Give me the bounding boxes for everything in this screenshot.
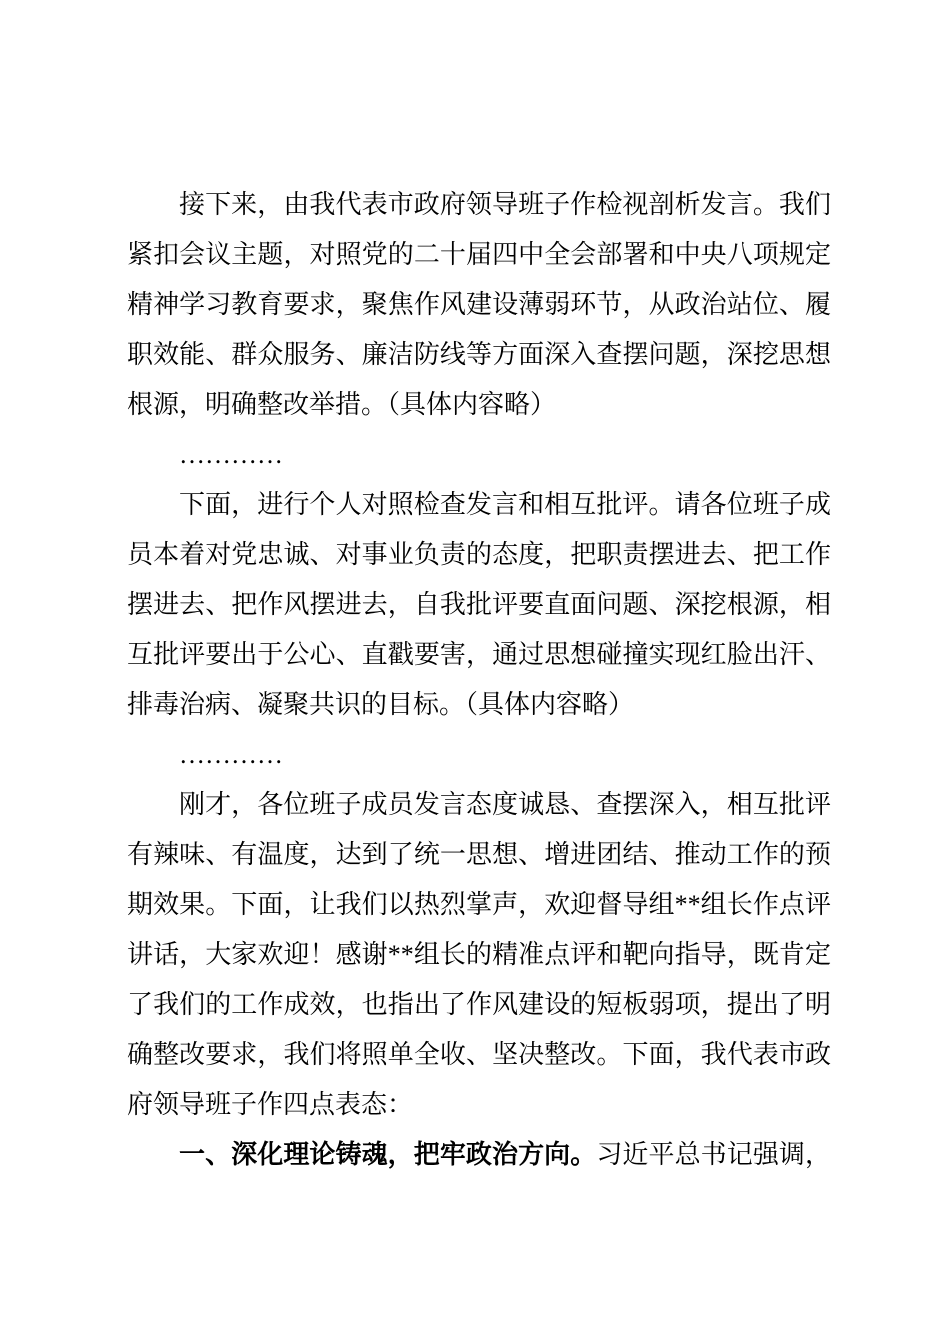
paragraph-pledge-one xyxy=(127,1130,831,1180)
text-run: 有辣味、有温度，达到了统一思想、增进团结、推动工作的预 xyxy=(127,840,831,869)
text-run: ………… xyxy=(179,440,283,469)
paragraph-ellipsis-2 xyxy=(127,730,831,780)
text-run: 紧扣会议主题，对照党的二十届四中全会部署和中央八项规定 xyxy=(127,240,831,269)
paragraph-opening-review xyxy=(127,180,831,430)
text-line xyxy=(127,630,831,680)
text-line xyxy=(127,380,831,430)
text-run: 了我们的工作成效，也指出了作风建设的短板弱项，提出了明 xyxy=(127,990,831,1019)
text-run: 期效果。下面，让我们以热烈掌声，欢迎督导组**组长作点评 xyxy=(127,890,831,919)
text-line xyxy=(127,480,831,530)
text-line xyxy=(127,1030,831,1080)
text-run: 确整改要求，我们将照单全收、坚决整改。下面，我代表市政 xyxy=(127,1040,831,1069)
ellipsis-line xyxy=(127,430,831,480)
text-line xyxy=(127,780,831,830)
text-line xyxy=(127,1130,831,1180)
paragraph-mutual-criticism xyxy=(127,480,831,730)
text-line xyxy=(127,280,831,330)
text-line xyxy=(127,330,831,380)
text-run: 府领导班子作四点表态： xyxy=(127,1090,414,1119)
text-line xyxy=(127,930,831,980)
text-run: ………… xyxy=(179,740,283,769)
bold-text-run: 一、深化理论铸魂，把牢政治方向。 xyxy=(179,1140,597,1169)
text-run: 下面，进行个人对照检查发言和相互批评。请各位班子成 xyxy=(179,490,831,519)
doc-content xyxy=(127,180,831,1180)
text-line xyxy=(127,830,831,880)
paragraph-summary-and-pledges xyxy=(127,780,831,1130)
text-run: 员本着对党忠诚、对事业负责的态度，把职责摆进去、把工作 xyxy=(127,540,831,569)
text-line xyxy=(127,980,831,1030)
text-run: 习近平总书记强调， xyxy=(596,1140,831,1169)
text-line xyxy=(127,1080,831,1130)
text-line xyxy=(127,230,831,280)
text-run: 职效能、群众服务、廉洁防线等方面深入查摆问题，深挖思想 xyxy=(127,340,831,369)
paragraph-ellipsis-1 xyxy=(127,430,831,480)
text-line xyxy=(127,680,831,730)
text-line xyxy=(127,580,831,630)
text-run: 精神学习教育要求，聚焦作风建设薄弱环节，从政治站位、履 xyxy=(127,290,831,319)
text-run: 讲话，大家欢迎！感谢**组长的精准点评和靶向指导，既肯定 xyxy=(127,940,831,969)
text-run: 排毒治病、凝聚共识的目标。（具体内容略） xyxy=(127,690,635,719)
text-run: 摆进去、把作风摆进去，自我批评要直面问题、深挖根源，相 xyxy=(127,590,831,619)
text-line xyxy=(127,530,831,580)
text-line xyxy=(127,180,831,230)
text-run: 根源，明确整改举措。（具体内容略） xyxy=(127,390,557,419)
text-run: 刚才，各位班子成员发言态度诚恳、查摆深入，相互批评 xyxy=(179,790,831,819)
text-line xyxy=(127,880,831,930)
ellipsis-line xyxy=(127,730,831,780)
text-run: 接下来，由我代表市政府领导班子作检视剖析发言。我们 xyxy=(179,190,831,219)
text-run: 互批评要出于公心、直戳要害，通过思想碰撞实现红脸出汗、 xyxy=(127,640,831,669)
